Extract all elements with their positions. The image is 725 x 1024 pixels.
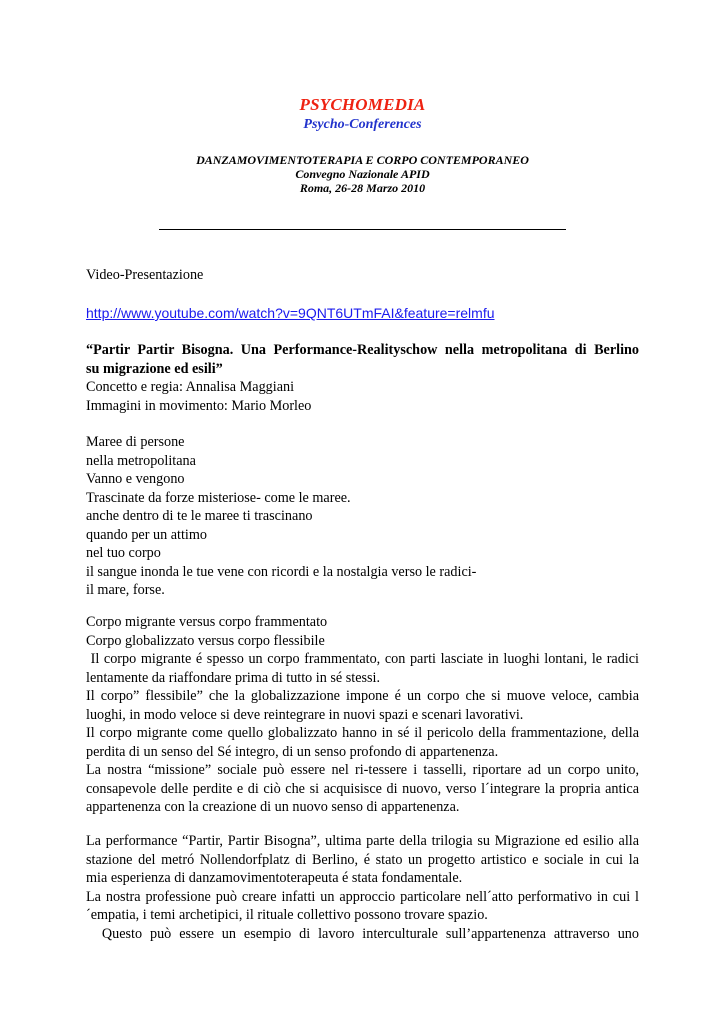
essay-line: Il corpo migrante é spesso un corpo frammentato, con parti lasciate in luoghi lontani, le radici [86, 651, 639, 667]
conference-place-date: Roma, 26-28 Marzo 2010 [299, 181, 426, 195]
poem-line: anche dentro di te le maree ti trascinano [86, 508, 313, 524]
brand-title: PSYCHOMEDIA [299, 95, 426, 114]
essay-line: luoghi, in modo veloce si deve reintegrare in nuovi spazi e scenari lavorativi. [86, 706, 524, 723]
credits [86, 378, 639, 415]
essay-line: lentamente da riaffondare prima di tutto in sé stessi. [86, 669, 381, 686]
essay-line: appartenenza con la creazione di un nuovo senso di appartenenza. [86, 799, 460, 815]
essay-line: Corpo migrante versus corpo frammentato [86, 614, 328, 630]
performance-line: ´empatia, i temi archetipici, il rituale collettivo possono trovare spazio. [86, 907, 488, 923]
performance-title-line: “Partir Partir Bisogna. Una Performance-Realityschow nella metropolitana di Berlino [86, 342, 639, 358]
performance-line: La performance “Partir, Partir Bisogna”, ultima parte della trilogia su Migrazione ed esilio alla [86, 833, 639, 849]
conference-subtitle: Convegno Nazionale APID [295, 167, 430, 181]
credit-concept: Concetto e regia: Annalisa Maggiani [86, 379, 295, 395]
poem-line: il sangue inonda le tue vene con ricordi e la nostalgia verso le radici- [86, 563, 477, 580]
performance-paragraphs [86, 832, 639, 943]
poem-line: Maree di persone [86, 434, 185, 450]
horizontal-divider [159, 229, 566, 230]
performance-line: mia esperienza di danzamovimentoterapeuta é stata fondamentale. [86, 870, 463, 886]
performance-title [86, 341, 639, 378]
performance-line: Questo può essere un esempio di lavoro interculturale sull’appartenenza attraverso uno [86, 925, 639, 942]
poem-line: il mare, forse. [86, 582, 165, 598]
essay-line: perdita di un senso del Sé integro, di un senso profondo di appartenenza. [86, 743, 499, 760]
brand-subtitle: Psycho-Conferences [303, 117, 422, 132]
video-link[interactable]: http://www.youtube.com/watch?v=9QNT6UTmFAI&feature=relmfu [86, 305, 495, 321]
essay-line: Corpo globalizzato versus corpo flessibile [86, 632, 325, 649]
poem-line: Vanno e vengono [86, 471, 185, 487]
conference-title: DANZAMOVIMENTOTERAPIA E CORPO CONTEMPORANEO [196, 153, 529, 167]
section-label: Video-Presentazione [86, 267, 204, 283]
performance-line: La nostra professione può creare infatti un approccio particolare nell´atto performativo in cui l [86, 888, 639, 905]
essay-line: La nostra “missione” sociale può essere nel ri-tessere i tasselli, riportare ad un corpo unito, [86, 762, 639, 778]
performance-title-line: su migrazione ed esili” [86, 360, 223, 377]
poem-line: Trascinate da forze misteriose- come le maree. [86, 489, 351, 506]
credit-images: Immagini in movimento: Mario Morleo [86, 397, 312, 414]
poem-line: quando per un attimo [86, 526, 207, 543]
essay-paragraphs [86, 613, 639, 817]
poem-line: nel tuo corpo [86, 545, 161, 561]
poem [86, 433, 639, 600]
poem-line: nella metropolitana [86, 452, 196, 469]
performance-line: stazione del metró Nollendorfplatz di Berlino, é stato un progetto artistico e sociale in cui la [86, 851, 639, 868]
essay-line: Il corpo migrante come quello globalizzato hanno in sé il pericolo della frammentazione, della [86, 725, 639, 741]
essay-line: consapevole delle perdite e di ciò che si acquisisce di nuovo, verso l´integrare la propria antica [86, 780, 639, 797]
essay-line: Il corpo” flessibile” che la globalizzazione impone é un corpo che si muove veloce, cambia [86, 688, 639, 704]
